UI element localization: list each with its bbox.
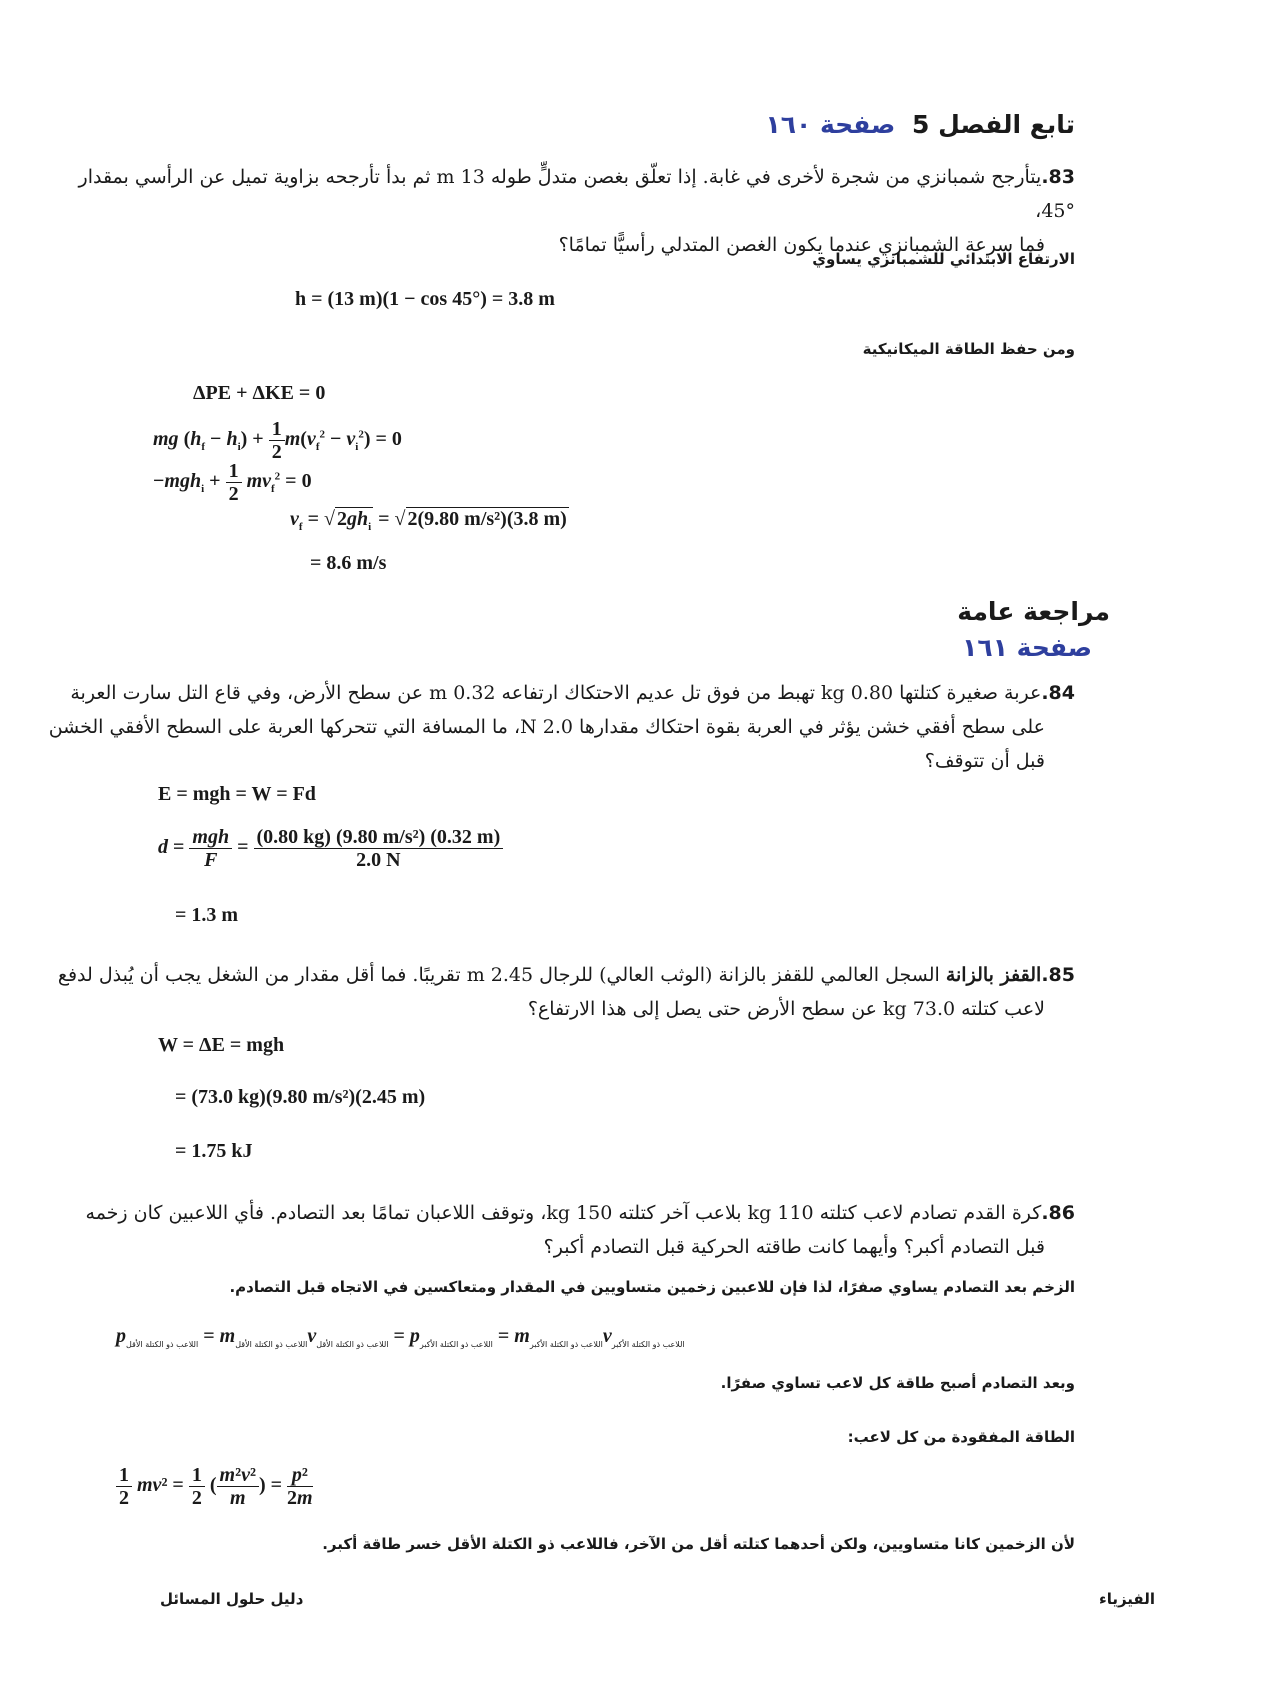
equation-energy-simplified: −mgh$_i$ + $\frac{1}{2}$ $mv_f^2 = 0$ xyxy=(153,460,312,505)
equation-kinetic-energy: $\frac{1}{2}$ mv² = $\frac{1}{2}$ ( $\frac{\text{m²v²}}{m}$ ) = $\frac{\text{p²}}{2m}$ xyxy=(116,1464,313,1509)
equation-energy-expanded: mg $(h_f - h_i)$ + $\frac{1}{2}$ $m(v_f^2 - v_i^2) = 0$ xyxy=(153,418,402,463)
equation-final-velocity: $v_f$ = √ $2gh_i$ = √ 2(9.80 m/s²)(3.8 m) xyxy=(290,508,567,533)
page-label: صفحة ١٦١ xyxy=(962,633,1092,662)
equation-distance: d = $\frac{\text{mgh}}{F}$ = $\frac{\text{(0.80 kg) (9.80 m/s²) (0.32 m)}}{2.0 N}$ xyxy=(158,826,503,871)
question-text: السجل العالمي للقفز بالزانة (الوثب العالي) للرجال 2.45 m تقريبًا. فما أقل مقدار من الشغل يجب أن يُبذل لدفع xyxy=(57,964,946,986)
question-83-line1 xyxy=(65,160,1075,228)
equation-distance-result: = 1.3 m xyxy=(175,904,239,926)
question-86-line1 xyxy=(15,1196,1075,1230)
question-number: 84. xyxy=(1041,682,1075,704)
answer-note: الزخم بعد التصادم يساوي صفرًا، لذا فإن للاعبين زخمين متساويين في المقدار ومتعاكسين في الاتجاه قبل التصادم. xyxy=(229,1278,1075,1296)
question-number: 83. xyxy=(1041,166,1075,188)
question-83 xyxy=(65,160,1075,262)
question-85-line2: لاعب كتلته 73.0 kg عن سطح الأرض حتى يصل إلى هذا الارتفاع؟ xyxy=(527,998,1045,1020)
question-number: 86. xyxy=(1041,1202,1075,1224)
equation-work: W = ΔE = mgh xyxy=(158,1034,285,1056)
question-85-line1 xyxy=(15,958,1075,992)
subscript-smaller: اللاعب ذو الكتلة الأقل xyxy=(235,1340,308,1349)
equation-work-result: = 1.75 kJ xyxy=(175,1140,253,1162)
equation-velocity-result: = 8.6 m/s xyxy=(310,552,387,574)
question-text: عربة صغيرة كتلتها 0.80 kg تهبط من فوق تل عديم الاحتكاك ارتفاعه 0.32 m عن سطح الأرض، وفي قاع التل سارت العربة xyxy=(70,682,1042,704)
question-86 xyxy=(15,1196,1075,1264)
subscript-smaller: اللاعب ذو الكتلة الأقل xyxy=(316,1340,389,1349)
subscript-smaller: اللاعب ذو الكتلة الأقل xyxy=(126,1340,199,1349)
footer-guide: دليل حلول المسائل xyxy=(160,1590,304,1608)
question-83-line2: فما سرعة الشمبانزي عندما يكون الغصن المتدلي رأسيًّا تمامًا؟ xyxy=(558,234,1045,256)
question-86-line2: قبل التصادم أكبر؟ وأيهما كانت طاقته الحركية قبل التصادم أكبر؟ xyxy=(543,1236,1045,1258)
chapter-title: تابع الفصل 5 xyxy=(912,110,1075,139)
answer-note: الطاقة المفقودة من كل لاعب: xyxy=(847,1428,1075,1446)
page-label: صفحة ١٦٠ xyxy=(765,110,896,139)
equation-momentum-equal: $p_{اللاعب ذو الكتلة الأقل} = m_{اللاعب ذو الكتلة الأقل}v_{اللاعب ذو الكتلة الأقل} = p_{اللاعب ذو الكتلة الأكبر} = m_{اللاعب ذو الكتلة الأكبر}v_{اللاعب ذو الكتلة الأكبر}$ xyxy=(116,1325,685,1349)
question-number: 85. xyxy=(1041,964,1075,986)
question-topic: القفز بالزانة xyxy=(945,964,1042,986)
equation-height: h = (13 m)(1 − cos 45°) = 3.8 m xyxy=(295,288,555,310)
question-85 xyxy=(15,958,1075,1026)
equation-work-values: = (73.0 kg)(9.80 m/s²)(2.45 m) xyxy=(175,1086,426,1108)
question-text: كرة القدم تصادم لاعب كتلته 110 kg بلاعب آخر كتلته 150 kg، وتوقف اللاعبان تمامًا بعد التصادم. فأي اللاعبين كان زخمه xyxy=(85,1202,1042,1224)
question-text: يتأرجح شمبانزي من شجرة لأخرى في غابة. إذا تعلّق بغصن متدلٍّ طوله 13 m ثم بدأ تأرجحه بزاوية تميل عن الرأسي بمقدار °45، xyxy=(78,166,1075,222)
subscript-larger: اللاعب ذو الكتلة الأكبر xyxy=(529,1340,603,1349)
chapter-header xyxy=(175,110,1075,139)
question-84-line3: قبل أن تتوقف؟ xyxy=(924,750,1045,772)
equation-work-energy: E = mgh = W = Fd xyxy=(158,783,316,805)
footer-subject: الفيزياء xyxy=(1099,1590,1155,1608)
question-84-line1 xyxy=(15,676,1075,710)
section-title: مراجعة عامة xyxy=(957,597,1110,626)
answer-note: وبعد التصادم أصبح طاقة كل لاعب تساوي صفرًا. xyxy=(720,1374,1075,1392)
subscript-larger: اللاعب ذو الكتلة الأكبر xyxy=(419,1340,493,1349)
answer-note: لأن الزخمين كانا متساويين، ولكن أحدهما كتلته أقل من الآخر، فاللاعب ذو الكتلة الأقل خسر طاقة أكبر. xyxy=(322,1535,1075,1553)
answer-note: الارتفاع الابتدائي للشمبانزي يساوي xyxy=(812,250,1075,268)
fraction-numerator: (0.80 kg) (9.80 m/s²) (0.32 m) xyxy=(254,826,504,849)
answer-note: ومن حفظ الطاقة الميكانيكية xyxy=(862,340,1075,358)
question-84 xyxy=(15,676,1075,778)
fraction-denominator: 2.0 N xyxy=(356,849,401,871)
question-84-line2: على سطح أفقي خشن يؤثر في العربة بقوة احتكاك مقدارها 2.0 N، ما المسافة التي تتحركها العربة على السطح الأفقي الخشن xyxy=(48,716,1045,738)
subscript-larger: اللاعب ذو الكتلة الأكبر xyxy=(611,1340,685,1349)
equation-energy-conservation: ΔPE + ΔKE = 0 xyxy=(193,382,326,404)
